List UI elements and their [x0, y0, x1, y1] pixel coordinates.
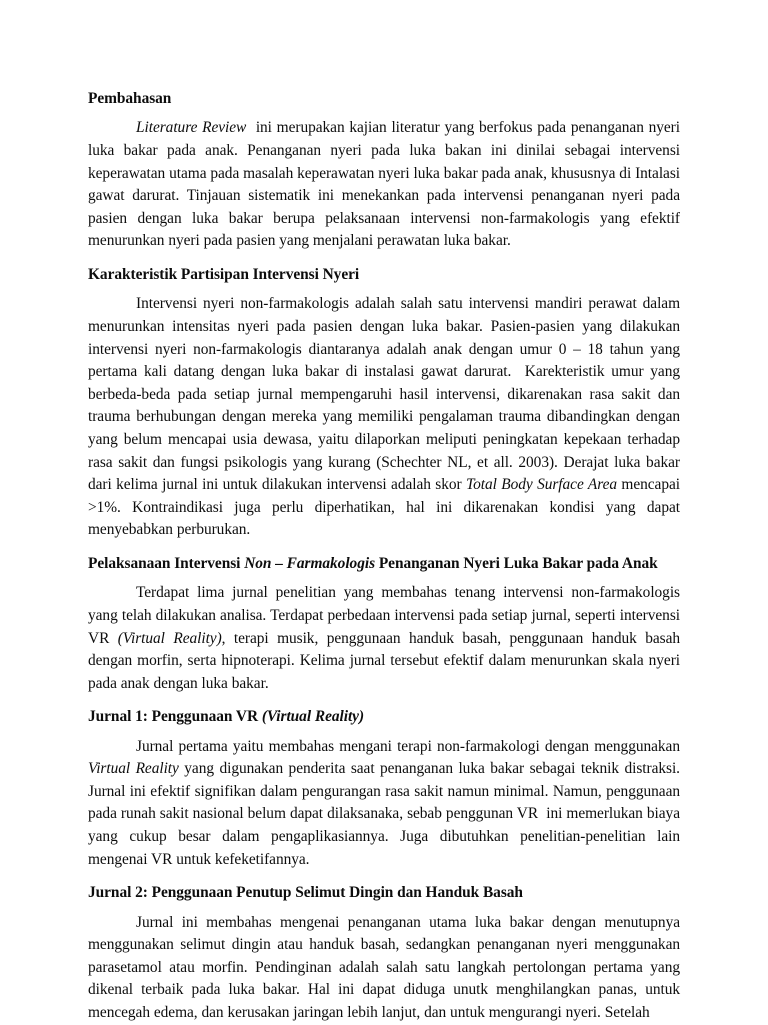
- section-heading-jurnal-2: Jurnal 2: Penggunaan Penutup Selimut Dingin dan Handuk Basah: [88, 884, 523, 902]
- section-heading-karakteristik: Karakteristik Partisipan Intervensi Nyeri: [88, 265, 360, 283]
- paragraph-karakteristik-1: Intervensi nyeri non-farmakologis adalah salah satu intervensi mandiri perawat dalam menurunkan intensitas nyeri pada pasien dengan luka bakar. Pasien-pasien yang dilakukan intervensi nyeri non-farmakologis diantaranya adalah anak dengan umur 0 – 18 tahun yang pertama kali datang dengan luka bakar di instalasi gawat darurat. Karekteristik umur yang berbeda-beda pada setiap jurnal mempengaruhi hasil intervensi, dikarenakan rasa sakit dan trauma berhubungan dengan mereka yang memiliki pengalaman trauma dibandingkan dengan yang belum mencapai usia dewasa, yaitu dilaporkan meliputi peningkatan kepekaan terhadap rasa sakit dan fungsi psikologis yang kurang (Schechter NL, et all. 2003). Derajat luka bakar dari kelima jurnal ini untuk dilakukan intervensi adalah skor Total Body Surface Area mencapai >1%. Kontraindikasi juga perlu diperhatikan, hal ini dikarenakan kondisi yang dapat menyebabkan perburukan.: [88, 295, 680, 539]
- section-jurnal-1: [88, 706, 680, 871]
- paragraph-pembahasan-1: Literature Review ini merupakan kajian literatur yang berfokus pada penanganan nyeri luka bakar pada anak. Penanganan nyeri pada luka bakan ini dinilai sebagai intervensi keperawatan utama pada masalah keperawatan nyeri luka bakar pada anak, khususnya di Intalasi gawat darurat. Tinjauan sistematik ini menekankan pada intervensi penanganan nyeri pada pasien dengan luka bakar berupa pelaksanaan intervensi non-farmakologis yang efektif menurunkan nyeri pada pasien yang menjalani perawatan luka bakar.: [88, 119, 680, 250]
- paragraph-pelaksanaan-1: Terdapat lima jurnal penelitian yang membahas tenang intervensi non-farmakologis yang telah dilakukan analisa. Terdapat perbedaan intervensi pada setiap jurnal, seperti intervensi VR (Virtual Reality), terapi musik, penggunaan handuk basah, penggunaan handuk basah dengan morfin, serta hipnoterapi. Kelima jurnal tersebut efektif dalam menurunkan skala nyeri pada anak dengan luka bakar.: [88, 584, 680, 692]
- section-jurnal-2: [88, 882, 680, 1024]
- section-heading-pelaksanaan: Pelaksanaan Intervensi Non – Farmakologis Penanganan Nyeri Luka Bakar pada Anak: [88, 554, 658, 572]
- section-heading-pembahasan: Pembahasan: [88, 90, 172, 107]
- section-pembahasan: [88, 88, 680, 253]
- section-pelaksanaan: [88, 553, 680, 695]
- document-body: [88, 88, 680, 1025]
- paragraph-jurnal-1-1: Jurnal pertama yaitu membahas mengani terapi non-farmakologi dengan menggunakan Virtual Reality yang digunakan penderita saat penanganan luka bakar sebagai teknik distraksi. Jurnal ini efektif signifikan dalam pengurangan rasa sakit namun minimal. Namun, penggunaan pada runah sakit nasional belum dapat dilaksanaka, sebab penggunan VR ini memerlukan biaya yang cukup besar dalam pengaplikasiannya. Juga dibutuhkan penelitian-penelitian lain mengenai VR untuk kefeketifannya.: [88, 737, 680, 868]
- section-heading-jurnal-1: Jurnal 1: Penggunaan VR (Virtual Reality): [88, 708, 365, 726]
- section-karakteristik: [88, 264, 680, 542]
- paragraph-jurnal-2-1: Jurnal ini membahas mengenai penanganan utama luka bakar dengan menutupnya menggunakan selimut dingin atau handuk basah, sedangkan penanganan nyeri menggunakan parasetamol atau morfin. Pendinginan adalah salah satu langkah pertolongan pertama yang dikenal terbaik pada luka bakar. Hal ini dapat diduga unutk menghilangkan panas, untuk mencegah edema, dan kerusakan jaringan lebih lanjut, dan untuk mengurangi nyeri. Setelah: [88, 913, 680, 1022]
